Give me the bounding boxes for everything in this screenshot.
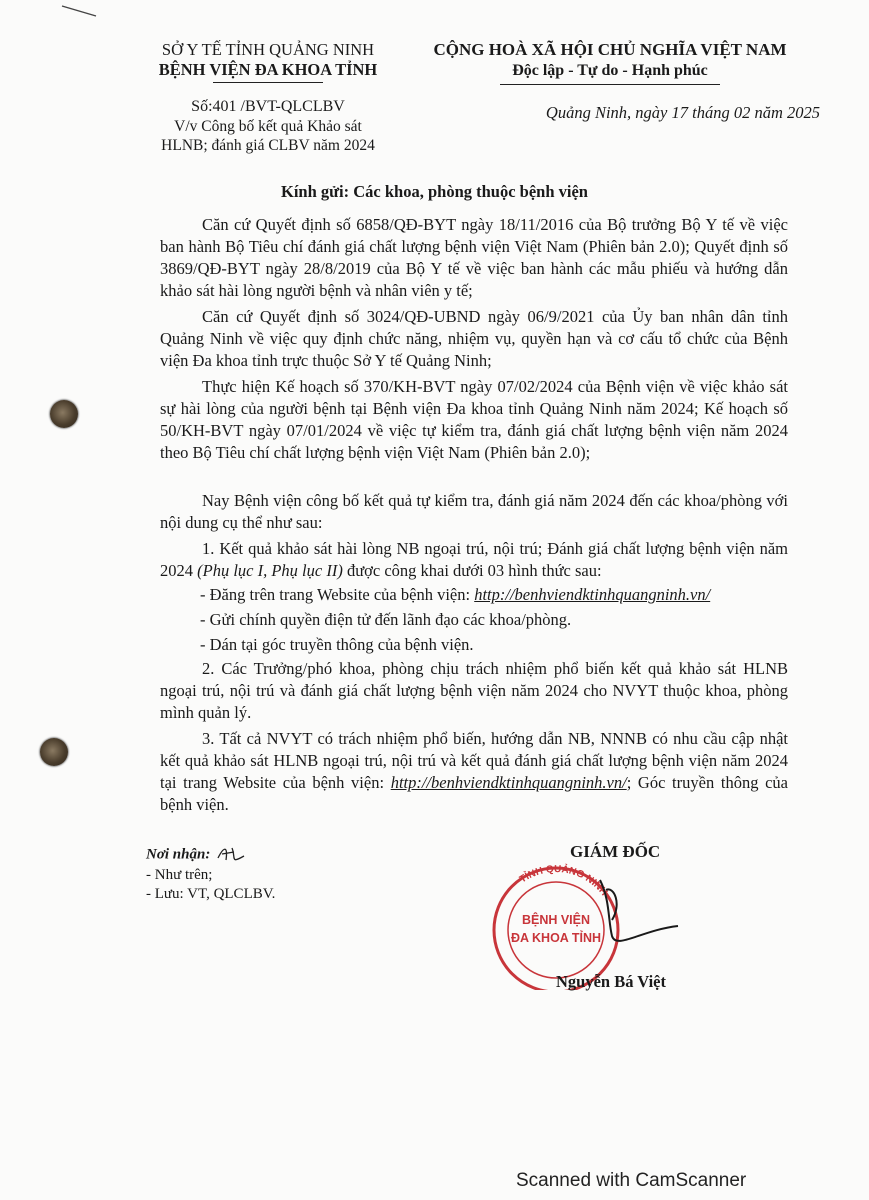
website-link[interactable]: http://benhviendktinhquangninh.vn/ bbox=[474, 585, 711, 604]
punch-hole bbox=[40, 738, 68, 766]
paragraph: Căn cứ Quyết định số 6858/QĐ-BYT ngày 18/11/2016 của Bộ trưởng Bộ Y tế về việc ban hành Bộ Tiêu chí đánh giá chất lượng bệnh viện Việt Nam (Phiên bản 2.0); Quyết định số 3869/QĐ-BYT ngày 28/8/2019 của Bộ Y tế về việc ban hành các mẫu phiếu và hướng dẫn khảo sát hài lòng người bệnh và nhân viên y tế; bbox=[160, 215, 788, 300]
signer-name: Nguyễn Bá Việt bbox=[556, 972, 667, 991]
paragraph: Căn cứ Quyết định số 3024/QĐ-UBND ngày 06/9/2021 của Ủy ban nhân dân tỉnh Quảng Ninh về việc quy định chức năng, nhiệm vụ, quyền hạn và cơ cấu tổ chức của Bệnh viện Đa khoa tỉnh trực thuộc Sở Y tế Quảng Ninh; bbox=[160, 307, 788, 370]
department-name: SỞ Y TẾ TỈNH QUẢNG NINH bbox=[161, 40, 375, 59]
national-motto: Độc lập - Tự do - Hạnh phúc bbox=[512, 62, 708, 79]
seal-ring-text: TỈNH QUẢNG NINH bbox=[517, 863, 610, 899]
header-left bbox=[128, 40, 408, 155]
seal-text: ĐA KHOA TỈNH bbox=[510, 931, 602, 945]
paragraph: Nay Bệnh viện công bố kết quả tự kiểm tra, đánh giá năm 2024 đến các khoa/phòng với nội dung cụ thể như sau: bbox=[160, 491, 788, 532]
subject-line: HLNB; đánh giá CLBV năm 2024 bbox=[161, 137, 375, 154]
seal-text: BỆNH VIỆN bbox=[521, 913, 591, 927]
hospital-name: BỆNH VIỆN ĐA KHOA TỈNH bbox=[158, 60, 378, 79]
list-item: - Đăng trên trang Website của bệnh viện: http://benhviendktinhquangninh.vn/ bbox=[200, 585, 711, 604]
list-item: - Gửi chính quyền điện tử đến lãnh đạo các khoa/phòng. bbox=[200, 610, 572, 629]
signer-title: GIÁM ĐỐC bbox=[570, 842, 661, 861]
paragraph: 1. Kết quả khảo sát hài lòng NB ngoại trú, nội trú; Đánh giá chất lượng bệnh viện năm 2024 (Phụ lục I, Phụ lục II) được công khai dưới 03 hình thức sau: bbox=[160, 539, 788, 580]
scanner-watermark: Scanned with CamScanner bbox=[516, 1170, 747, 1191]
recipient-item: - Lưu: VT, QLCLBV. bbox=[146, 886, 276, 902]
recipients-label: Nơi nhận: bbox=[146, 846, 211, 863]
divider bbox=[213, 82, 323, 83]
initials-signature bbox=[214, 844, 248, 866]
scan-mark bbox=[60, 0, 100, 20]
document-date: Quảng Ninh, ngày 17 tháng 02 năm 2025 bbox=[545, 103, 820, 122]
subject-line: V/v Công bố kết quả Khảo sát bbox=[174, 118, 362, 135]
national-title: CỘNG HOÀ XÃ HỘI CHỦ NGHĨA VIỆT NAM bbox=[433, 40, 787, 59]
list-item: - Dán tại góc truyền thông của bệnh viện. bbox=[200, 635, 474, 654]
website-link[interactable]: http://benhviendktinhquangninh.vn/ bbox=[390, 773, 627, 792]
document-number: Số:401 /BVT-QLCLBV bbox=[191, 98, 345, 115]
paragraph: 2. Các Trưởng/phó khoa, phòng chịu trách nhiệm phổ biến kết quả khảo sát HLNB ngoại trú, nội trú và đánh giá chất lượng bệnh viện năm 2024 cho NVYT thuộc khoa, phòng mình quản lý. bbox=[160, 659, 788, 722]
paragraph: 3. Tất cả NVYT có trách nhiệm phổ biến, hướng dẫn NB, NNNB có nhu cầu cập nhật kết quả khảo sát HLNB ngoại trú, nội trú và kết quả đánh giá chất lượng bệnh viện năm 2024 tại trang Website của bệnh viện: http://benhviendktinhquangninh.vn/; Góc truyền thông của bệnh viện. bbox=[160, 729, 788, 814]
header-right bbox=[400, 40, 820, 85]
punch-hole bbox=[50, 400, 78, 428]
paragraph: Thực hiện Kế hoạch số 370/KH-BVT ngày 07/02/2024 của Bệnh viện về việc khảo sát sự hài lòng của người bệnh tại Bệnh viện Đa khoa tỉnh Quảng Ninh năm 2024; Kế hoạch số 50/KH-BVT ngày 07/01/2024 về việc tự kiểm tra, đánh giá chất lượng bệnh viện năm 2024 theo Bộ Tiêu chí chất lượng bệnh viện Việt Nam (Phiên bản 2.0); bbox=[160, 377, 788, 462]
official-seal bbox=[482, 860, 682, 990]
recipients bbox=[146, 844, 275, 904]
divider bbox=[500, 84, 720, 85]
greeting: Kính gửi: Các khoa, phòng thuộc bệnh viện bbox=[281, 182, 588, 201]
recipient-item: - Như trên; bbox=[146, 867, 213, 883]
